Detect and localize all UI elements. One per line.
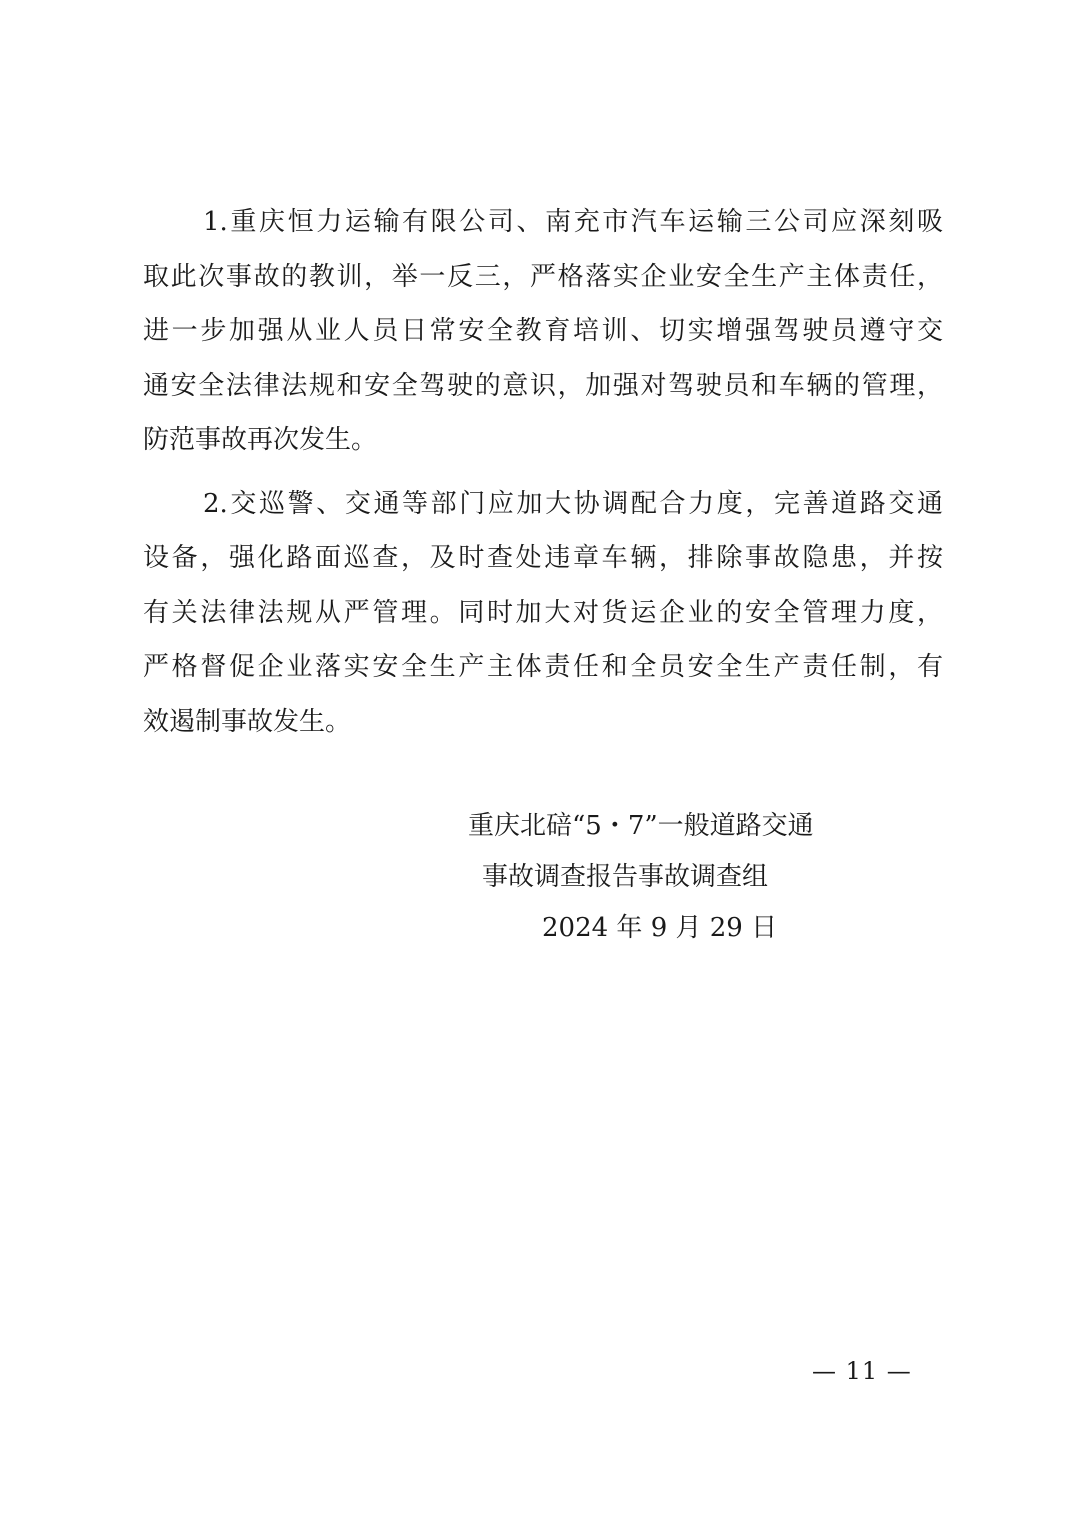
paragraph-line: 有关法律法规从严管理。同时加大对货运企业的安全管理力度， [143,597,943,628]
paragraph-2 [143,477,943,750]
paragraph-line: 1.重庆恒力运输有限公司、南充市汽车运输三公司应深刻吸 [203,207,943,237]
signature-date: 2024 年 9 月 29 日 [542,913,778,943]
paragraph-line: 严格督促企业落实安全生产主体责任和全员安全生产责任制，有 [143,652,943,682]
paragraph-line: 取此次事故的教训，举一反三，严格落实企业安全生产主体责任， [143,261,943,292]
paragraph-line: 效遏制事故发生。 [143,706,352,737]
body-text [143,195,943,749]
signature-org-line-1: 重庆北碚“5・7”一般道路交通 [468,811,814,841]
paragraph-line: 设备，强化路面巡查，及时查处违章车辆，排除事故隐患，并按 [143,543,943,573]
page-number: — 11 — [812,1357,912,1385]
paragraph-line: 进一步加强从业人员日常安全教育培训、切实增强驾驶员遵守交 [143,316,943,346]
paragraph-line: 2.交巡警、交通等部门应加大协调配合力度，完善道路交通 [203,488,943,519]
signature-org-line-2: 事故调查报告事故调查组 [482,862,769,892]
paragraph-line: 通安全法律法规和安全驾驶的意识，加强对驾驶员和车辆的管理， [143,370,943,401]
paragraph-line: 防范事故再次发生。 [143,425,378,455]
paragraph-1 [143,195,943,468]
